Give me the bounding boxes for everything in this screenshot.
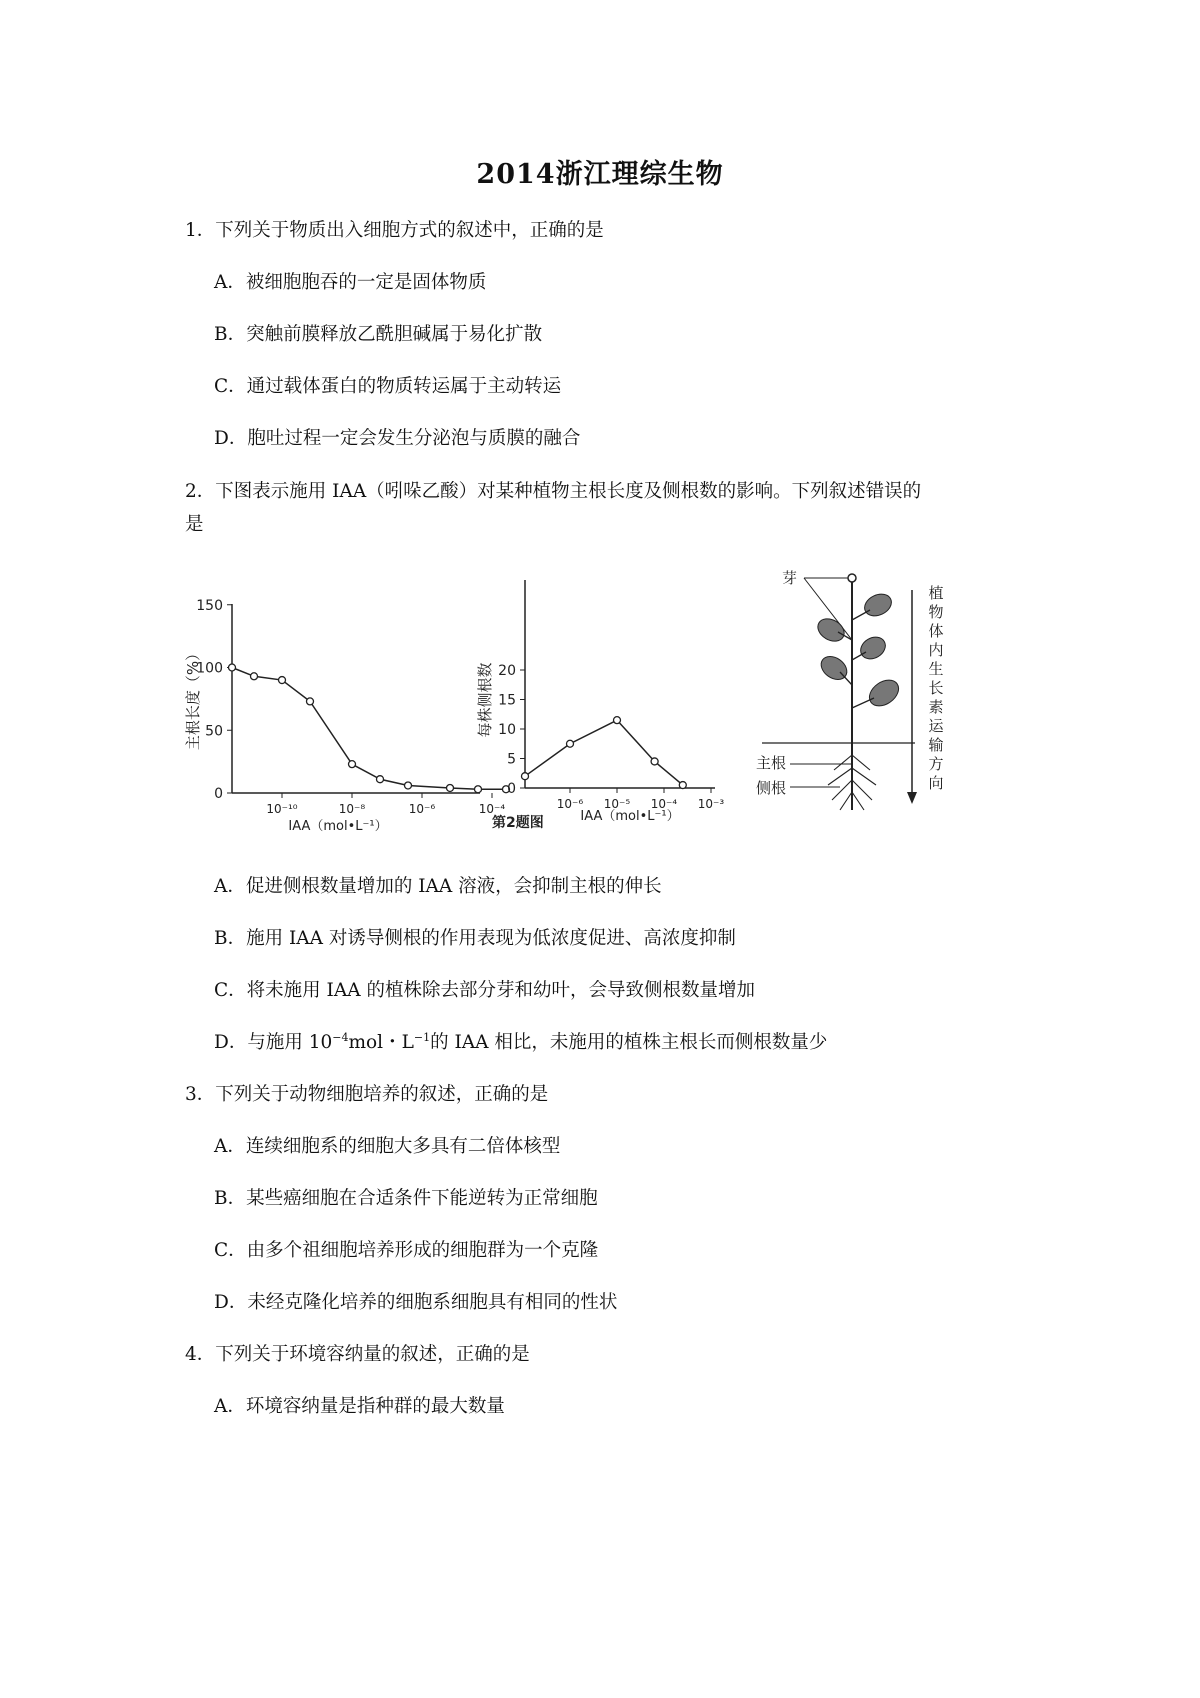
y-tick-label: 100: [196, 660, 223, 677]
question-4-option-a: A．环境容纳量是指种群的最大数量: [214, 1396, 505, 1417]
question-3-stem: 3．下列关于动物细胞培养的叙述，正确的是: [185, 1084, 549, 1105]
arrow-label-char: 输: [928, 736, 944, 754]
arrow-label-char: 内: [928, 641, 944, 659]
question-4-stem: 4．下列关于环境容纳量的叙述，正确的是: [185, 1344, 530, 1365]
question-3-option-b: B．某些癌细胞在合适条件下能逆转为正常细胞: [214, 1188, 598, 1209]
series-line: [232, 668, 506, 790]
data-point: [251, 673, 258, 680]
chart-2-x-axis-label: IAA（mol•L⁻¹）: [580, 809, 680, 824]
x-tick-label: 10⁻³: [697, 797, 725, 811]
question-2-option-a: A．促进侧根数量增加的 IAA 溶液，会抑制主根的伸长: [214, 876, 662, 897]
leaf-icon: [857, 633, 890, 663]
data-point: [447, 784, 454, 791]
question-1-option-b: B．突触前膜释放乙酰胆碱属于易化扩散: [214, 324, 543, 345]
x-tick-label: 10⁻⁴: [478, 802, 506, 816]
data-point: [651, 758, 658, 765]
arrow-label-char: 物: [928, 603, 944, 621]
chart-1-x-axis-label: IAA（mol•L⁻¹）: [288, 819, 388, 834]
arrow-label-char: 向: [928, 774, 944, 792]
series-line: [525, 720, 683, 785]
data-point: [679, 782, 686, 789]
question-1-option-d: D．胞吐过程一定会发生分泌泡与质膜的融合: [214, 428, 581, 449]
data-point: [349, 761, 356, 768]
auxin-transport-label: [928, 584, 944, 792]
bud-icon: [848, 574, 856, 582]
figure-caption: 第2题图: [492, 815, 544, 831]
question-2-option-d: [214, 1028, 827, 1054]
main-root-label: 主根: [756, 754, 787, 772]
data-point: [405, 782, 412, 789]
leaf-icon: [814, 614, 848, 645]
y-tick-label: 15: [498, 692, 516, 709]
option-d-unit: mol・L: [348, 1032, 414, 1053]
data-point: [307, 698, 314, 705]
question-2-stem-line-2: 是: [185, 514, 204, 535]
y-tick-label: 20: [498, 663, 516, 679]
bud-label: 芽: [782, 569, 798, 587]
arrow-label-char: 体: [928, 622, 944, 640]
x-tick-label: 10⁻⁸: [338, 802, 366, 816]
leaf-icon: [861, 590, 895, 620]
question-2-option-b: B．施用 IAA 对诱导侧根的作用表现为低浓度促进、高浓度抑制: [214, 928, 736, 949]
data-point: [522, 773, 529, 780]
y-tick-label: 0: [214, 786, 223, 802]
chart-1-y-axis-label: 主根长度（%）: [184, 645, 202, 751]
option-d-exponent-2: −1: [413, 1030, 431, 1044]
y-tick-label: 150: [196, 597, 223, 614]
y-tick-label: 5: [507, 751, 516, 768]
data-point: [475, 786, 482, 793]
x-tick-label: 10⁻⁴: [650, 797, 678, 811]
question-3-option-d: D．未经克隆化培养的细胞系细胞具有相同的性状: [214, 1292, 618, 1313]
x-tick-label: 10⁻⁵: [603, 797, 631, 811]
question-2-option-c: C．将未施用 IAA 的植株除去部分芽和幼叶，会导致侧根数量增加: [214, 980, 755, 1001]
arrow-label-char: 生: [928, 660, 944, 678]
data-point: [279, 677, 286, 684]
y-tick-label: 0: [507, 781, 516, 797]
lateral-root-label: 侧根: [756, 779, 787, 797]
y-tick-label: 50: [205, 723, 223, 740]
page-title: 2014浙江理综生物: [476, 159, 724, 190]
arrow-label-char: 长: [928, 679, 944, 697]
leaf-icon: [865, 675, 904, 711]
arrow-label-char: 素: [928, 698, 944, 716]
arrow-label-char: 方: [928, 755, 944, 773]
plant-diagram: [756, 569, 944, 810]
option-d-prefix: D．与施用 10: [214, 1032, 333, 1053]
question-3-option-a: A．连续细胞系的细胞大多具有二倍体核型: [214, 1136, 561, 1157]
data-point: [567, 740, 574, 747]
x-tick-label: 10⁻⁶: [556, 797, 584, 811]
data-point: [614, 717, 621, 724]
data-point: [229, 664, 236, 671]
option-d-suffix: 的 IAA 相比，未施用的植株主根长而侧根数量少: [430, 1032, 828, 1053]
arrow-label-char: 运: [928, 717, 944, 735]
y-tick-label: 10: [498, 722, 516, 738]
question-1-stem: 1．下列关于物质出入细胞方式的叙述中，正确的是: [185, 220, 604, 241]
question-2-stem-line-1: 2．下图表示施用 IAA（吲哚乙酸）对某种植物主根长度及侧根数的影响。下列叙述错误的: [185, 481, 922, 502]
arrow-label-char: 植: [928, 584, 944, 602]
x-tick-label: 10⁻¹⁰: [266, 802, 298, 816]
chart-main-root-length: [184, 598, 510, 834]
question-1-option-c: C．通过载体蛋白的物质转运属于主动转运: [214, 376, 562, 397]
option-d-exponent-1: −4: [332, 1030, 349, 1044]
question-1-option-a: A．被细胞胞吞的一定是固体物质: [214, 272, 487, 293]
chart-2-y-axis-label: 每株侧根数: [476, 662, 494, 738]
question-2-figure: [170, 569, 1050, 910]
chart-lateral-root-count: [476, 580, 724, 824]
petiole: [852, 698, 874, 708]
question-3-option-c: C．由多个祖细胞培养形成的细胞群为一个克隆: [214, 1240, 599, 1261]
x-tick-label: 10⁻⁶: [408, 802, 436, 816]
data-point: [377, 776, 384, 783]
arrow-head-icon: [907, 792, 917, 804]
petiole: [852, 610, 870, 620]
